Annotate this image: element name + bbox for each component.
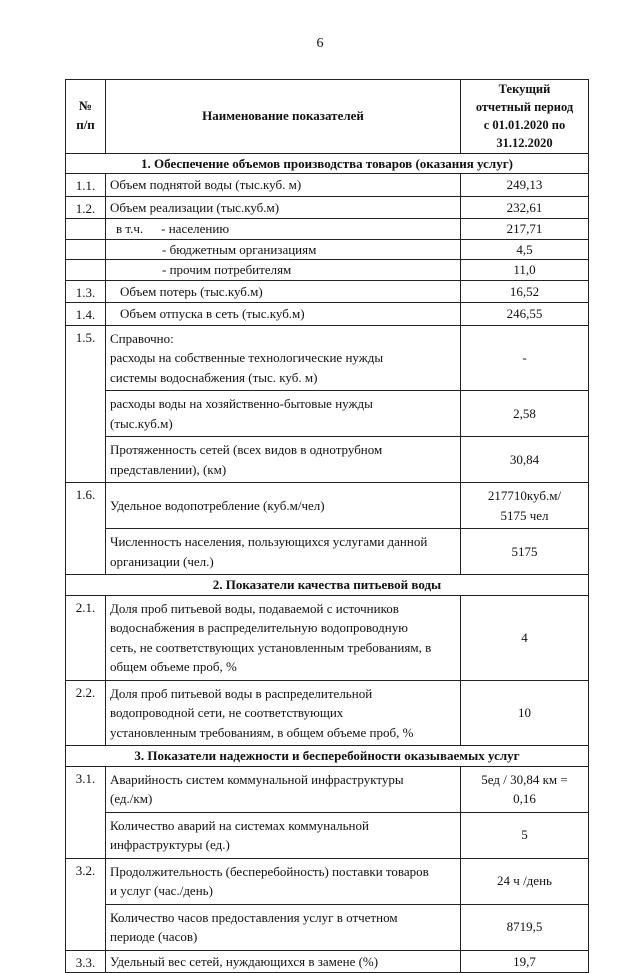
row-value: 10	[461, 680, 589, 746]
table-row	[66, 904, 589, 950]
section-title: 2. Показатели качества питьевой воды	[66, 575, 589, 596]
table-row	[66, 483, 589, 529]
row-value: 16,52	[461, 280, 589, 303]
row-name	[106, 391, 461, 437]
row-number: 3.2.	[66, 858, 106, 950]
table-row	[66, 303, 589, 326]
table-row	[66, 325, 589, 391]
table-row	[66, 239, 589, 260]
indicators-table	[65, 79, 589, 973]
row-value-line: 5175 чел	[500, 507, 549, 523]
table-row	[66, 858, 589, 904]
row-value	[461, 766, 589, 812]
row-name	[106, 219, 461, 240]
row-name-line: Аварийность систем коммунальной инфраструктуры	[110, 771, 404, 787]
row-value	[461, 483, 589, 529]
table-row	[66, 196, 589, 219]
row-name	[106, 437, 461, 483]
row-value: -	[461, 325, 589, 391]
row-number: 3.1.	[66, 766, 106, 858]
row-name	[106, 858, 461, 904]
table-row	[66, 219, 589, 240]
row-name-line: (ед./км)	[110, 791, 153, 806]
row-number: 2.2.	[66, 680, 106, 746]
row-value: 249,13	[461, 174, 589, 197]
row-value: 246,55	[461, 303, 589, 326]
row-number	[66, 260, 106, 281]
section-title: 1. Обеспечение объемов производства товаров (оказания услуг)	[66, 153, 589, 174]
row-prefix: в т.ч.	[116, 221, 144, 236]
row-name-line: водоснабжения в распределительную водопроводную	[110, 620, 408, 635]
section-heading-2	[66, 575, 589, 596]
row-value: 5	[461, 812, 589, 858]
row-name	[106, 812, 461, 858]
row-name: Объем отпуска в сеть (тыс.куб.м)	[106, 303, 461, 326]
table-row	[66, 174, 589, 197]
row-name	[106, 680, 461, 746]
row-name-line: представлении), (км)	[110, 461, 227, 477]
row-value-line: 5ед / 30,84 км =	[481, 771, 568, 787]
row-name: Объем поднятой воды (тыс.куб. м)	[106, 174, 461, 197]
section-heading-1	[66, 153, 589, 174]
row-name-line: сеть, не соответствующих установленным требованиям, в	[110, 639, 432, 655]
table-row	[66, 766, 589, 812]
row-name-line: установленным требованиям, в общем объеме проб, %	[110, 724, 414, 740]
row-name-line: Количество часов предоставления услуг в отчетном	[110, 909, 398, 925]
row-name-line: водопроводной сети, не соответствующих	[110, 705, 344, 720]
row-name: Удельный вес сетей, нуждающихся в замене (%)	[106, 950, 461, 973]
row-name: - бюджетным организациям	[106, 239, 461, 260]
table-row	[66, 437, 589, 483]
row-name-line: и услуг (час./день)	[110, 883, 213, 898]
table-row	[66, 812, 589, 858]
row-name-line: организации (чел.)	[110, 553, 214, 569]
table-row	[66, 950, 589, 973]
row-name-line: инфраструктуры (ед.)	[110, 837, 230, 852]
row-name-line: Справочно:	[110, 330, 174, 346]
row-number: 3.3.	[66, 950, 106, 973]
row-number: 1.3.	[66, 280, 106, 303]
row-name-line: Доля проб питьевой воды, подаваемой с источников	[110, 600, 399, 616]
row-name-line: расходы на собственные технологические нужды	[110, 350, 384, 365]
row-name-line: Численность населения, пользующихся услугами данной	[110, 534, 428, 549]
row-value: 19,7	[461, 950, 589, 973]
row-name	[106, 766, 461, 812]
row-number: 2.1.	[66, 595, 106, 680]
row-name-line: Продолжительность (бесперебойность) поставки товаров	[110, 863, 429, 879]
table-row	[66, 260, 589, 281]
row-value-line: 0,16	[513, 791, 536, 806]
row-name-line: системы водоснабжения (тыс. куб. м)	[110, 369, 318, 385]
row-name	[106, 595, 461, 680]
row-number	[66, 219, 106, 240]
header-period: Текущий отчетный период с 01.01.2020 по 31.12.2020	[461, 80, 589, 154]
row-name-line: (тыс.куб.м)	[110, 415, 173, 431]
row-name	[106, 325, 461, 391]
row-number: 1.4.	[66, 303, 106, 326]
row-value: 4,5	[461, 239, 589, 260]
row-name-line: Доля проб питьевой воды в распределительной	[110, 685, 373, 701]
row-number: 1.5.	[66, 325, 106, 483]
row-name-line: расходы воды на хозяйственно-бытовые нужды	[110, 396, 373, 411]
row-value: 5175	[461, 529, 589, 575]
section-heading-3	[66, 746, 589, 767]
row-value: 24 ч /день	[461, 858, 589, 904]
row-name: - прочим потребителям	[106, 260, 461, 281]
header-name: Наименование показателей	[106, 80, 461, 154]
row-name	[106, 904, 461, 950]
row-name: Объем реализации (тыс.куб.м)	[106, 196, 461, 219]
row-number	[66, 239, 106, 260]
row-name-line: Количество аварий на системах коммунальной	[110, 817, 369, 833]
page-number: 6	[316, 36, 324, 51]
table-row	[66, 680, 589, 746]
table-row	[66, 391, 589, 437]
row-number: 1.1.	[66, 174, 106, 197]
row-number: 1.2.	[66, 196, 106, 219]
table-row	[66, 280, 589, 303]
row-name-line: Протяженность сетей (всех видов в однотрубном	[110, 442, 383, 457]
row-value: 8719,5	[461, 904, 589, 950]
table-row	[66, 595, 589, 680]
row-name	[106, 529, 461, 575]
row-name-line: периоде (часов)	[110, 929, 198, 944]
table-row	[66, 529, 589, 575]
header-num: № п/п	[66, 80, 106, 154]
row-value: 217,71	[461, 219, 589, 240]
row-value-line: 217710куб.м/	[487, 488, 562, 503]
row-subname: - населению	[161, 221, 230, 236]
row-name: Объем потерь (тыс.куб.м)	[106, 280, 461, 303]
row-number: 1.6.	[66, 483, 106, 575]
row-value: 4	[461, 595, 589, 680]
row-value: 11,0	[461, 260, 589, 281]
row-name: Удельное водопотребление (куб.м/чел)	[106, 483, 461, 529]
row-value: 30,84	[461, 437, 589, 483]
row-name-line: общем объеме проб, %	[110, 659, 237, 674]
section-title: 3. Показатели надежности и бесперебойности оказываемых услуг	[66, 746, 589, 767]
row-value: 232,61	[461, 196, 589, 219]
row-value: 2,58	[461, 391, 589, 437]
table-header-row	[66, 80, 589, 154]
